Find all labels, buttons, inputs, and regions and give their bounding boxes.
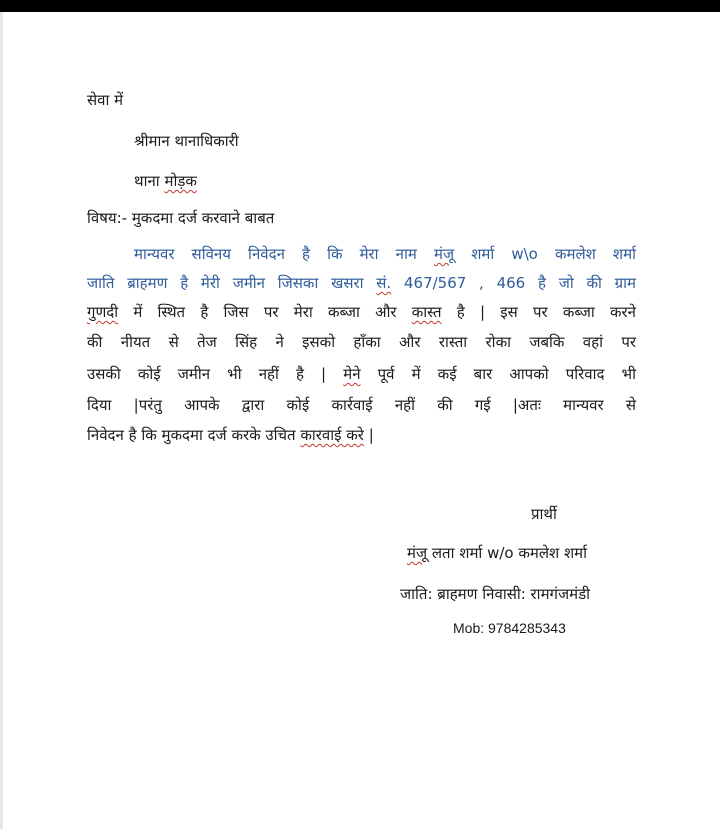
misspelled-word: मेने	[343, 365, 361, 383]
body-line-1	[134, 244, 636, 264]
caste-residence: जाति: ब्राहमण निवासी: रामगंजमंडी	[400, 585, 590, 603]
applicant-label: प्रार्थी	[531, 505, 557, 523]
body-text: 467/567 , 466 है जो की ग्राम	[403, 274, 636, 292]
body-line-2	[87, 273, 636, 293]
recipient-title: श्रीमान थानाधिकारी	[134, 132, 239, 150]
subject-line: विषय:- मुकदमा दर्ज करवाने बाबत	[87, 209, 275, 227]
top-bar	[0, 0, 720, 12]
body-text: पूर्व में कई बार आपको परिवाद भी	[377, 365, 636, 383]
body-text: दिया |परंतु आपके द्वारा कोई कार्रवाई नहीं की गई |अतः मान्यवर से	[87, 396, 636, 414]
body-text: में स्थित है जिस पर मेरा कब्जा और	[133, 303, 397, 321]
mobile-number: Mob: 9784285343	[453, 620, 566, 636]
body-text: निवेदन है कि मुकदमा दर्ज करके उचित	[87, 426, 296, 444]
body-text: |	[368, 426, 374, 444]
body-line-4	[87, 332, 636, 352]
body-text: मान्यवर सविनय निवेदन है कि मेरा नाम	[134, 245, 417, 263]
misspelled-word: कारवाई करे	[300, 426, 364, 444]
body-line-6	[87, 395, 636, 415]
body-text: उसकी कोई जमीन भी नहीं है |	[87, 365, 327, 383]
station-name: मोड़क	[164, 172, 197, 190]
body-text: जाति ब्राहमण है मेरी जमीन जिसका खसरा	[87, 274, 364, 292]
misspelled-word: मंजू	[407, 544, 428, 562]
body-line-3	[87, 302, 636, 322]
body-text: की नीयत से तेज सिंह ने इसको हाँका और रास्ता रोका जबकि वहां पर	[87, 333, 636, 351]
body-line-7	[87, 425, 374, 445]
police-station	[134, 171, 197, 191]
misspelled-word: गुणदी	[87, 303, 119, 321]
body-text: है | इस पर कब्जा करने	[456, 303, 636, 321]
misspelled-word: सं.	[376, 274, 392, 292]
misspelled-word: कास्त	[411, 303, 442, 321]
body-text: शर्मा w\o कमलेश शर्मा	[471, 245, 636, 263]
station-prefix: थाना	[134, 172, 160, 190]
body-text: लता शर्मा w/o कमलेश शर्मा	[431, 544, 588, 562]
misspelled-word: मंजू	[433, 245, 455, 263]
body-line-5	[87, 364, 636, 384]
applicant-name	[407, 543, 587, 563]
document-page	[0, 12, 720, 829]
salutation: सेवा में	[87, 91, 124, 109]
